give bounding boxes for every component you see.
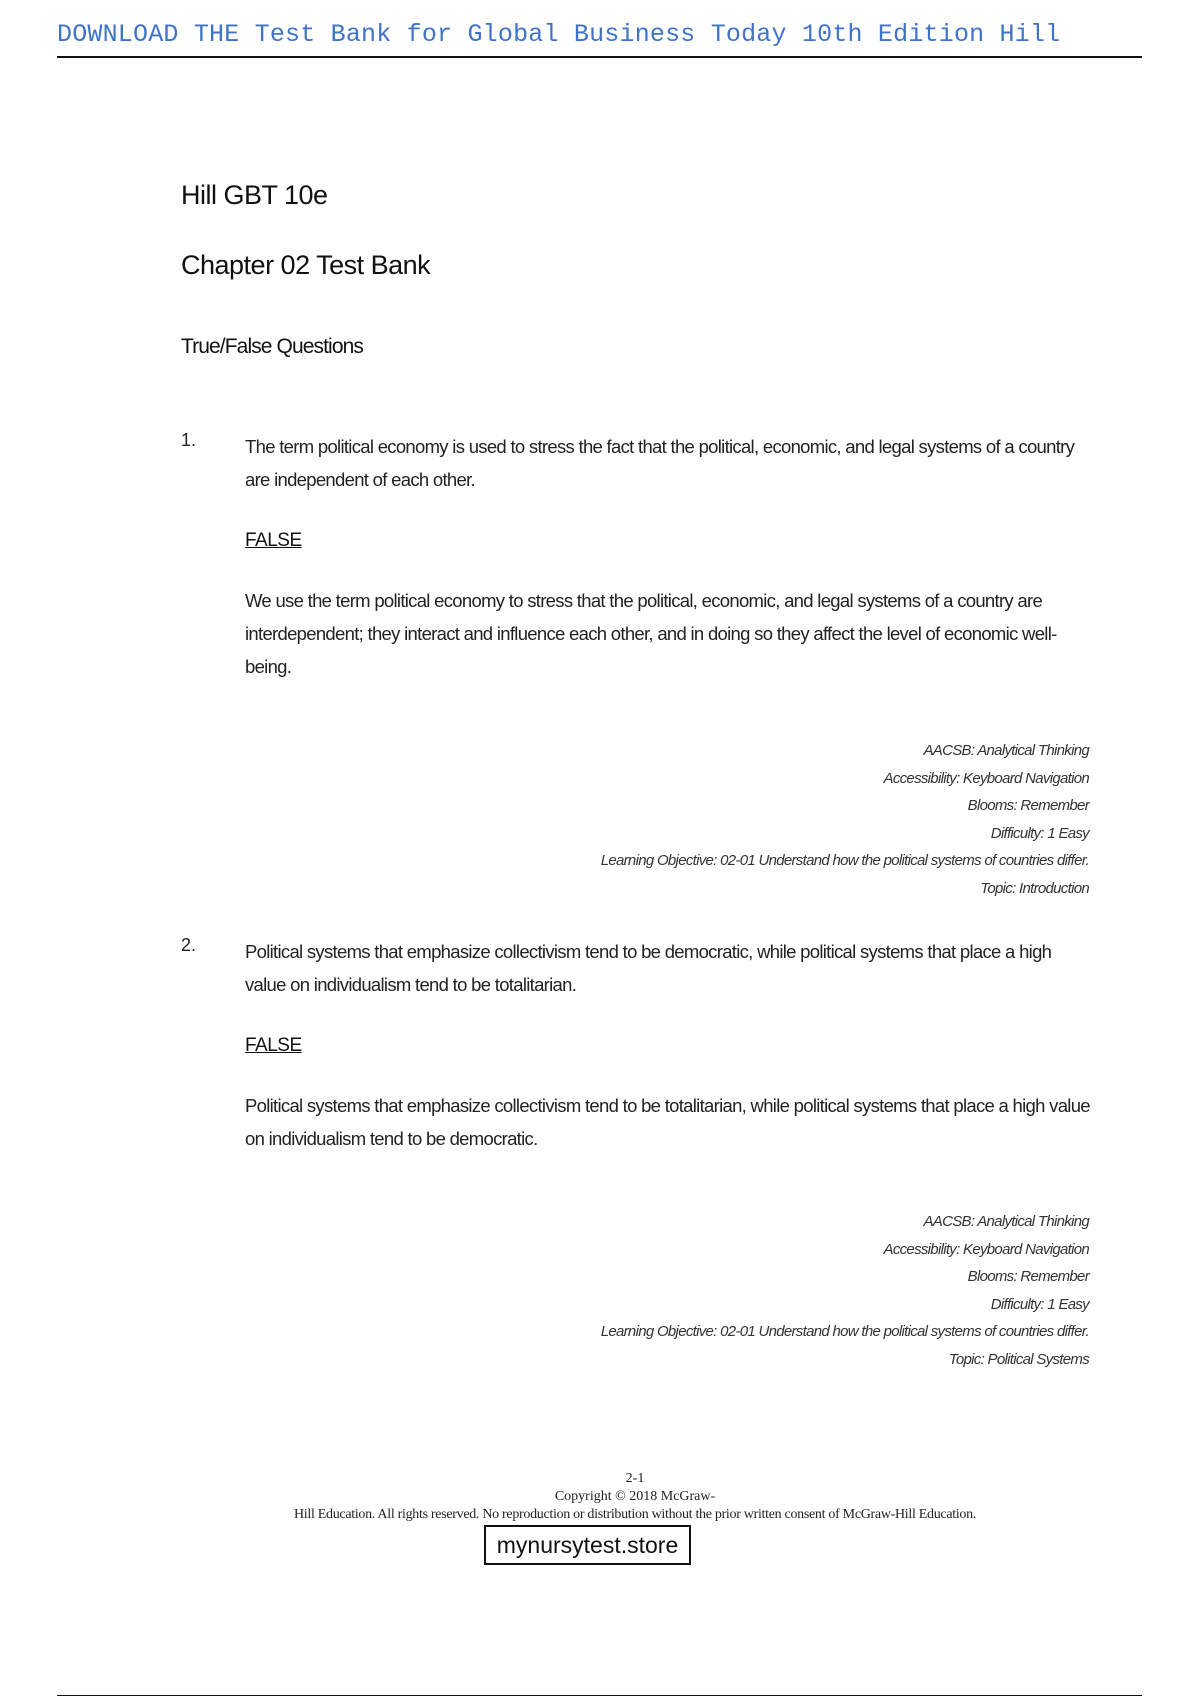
page-footer: [0, 1470, 1200, 1524]
question-explanation: Political systems that emphasize collectivism tend to be totalitarian, while political systems that place a high value on individualism tend to be democratic.: [245, 1095, 1090, 1149]
question-metadata: [389, 737, 1089, 902]
meta-aacsb: AACSB: Analytical Thinking: [923, 742, 1089, 759]
question-metadata: [389, 1208, 1089, 1373]
meta-blooms: Blooms: Remember: [967, 797, 1089, 814]
question-text: Political systems that emphasize collectivism tend to be democratic, while political systems that place a high value on individualism tend to be totalitarian.: [245, 941, 1052, 995]
document-title: Hill GBT 10e: [181, 180, 328, 210]
question-number: 2.: [181, 935, 197, 955]
question-answer: FALSE: [245, 1035, 302, 1056]
download-banner: [57, 20, 1142, 58]
meta-learning-objective: Learning Objective: 02-01 Understand how the political systems of countries differ.: [600, 852, 1089, 869]
copyright-line-2: Hill Education. All rights reserved. No reproduction or distribution without the prior written consent of McGraw-Hill Education.: [293, 1507, 977, 1522]
meta-topic: Topic: Political Systems: [948, 1350, 1089, 1368]
question-text: The term political economy is used to stress the fact that the political, economic, and legal systems of a country are independent of each other.: [245, 436, 1075, 490]
meta-accessibility: Accessibility: Keyboard Navigation: [883, 1240, 1089, 1258]
meta-blooms: Blooms: Remember: [967, 1268, 1089, 1285]
meta-learning-objective: Learning Objective: 02-01 Understand how the political systems of countries differ.: [600, 1323, 1089, 1340]
meta-accessibility: Accessibility: Keyboard Navigation: [883, 769, 1089, 787]
question-number: 1.: [181, 430, 197, 450]
bottom-divider: [57, 1695, 1142, 1696]
banner-text: DOWNLOAD THE Test Bank for Global Business Today 10th Edition Hill: [57, 20, 1061, 49]
meta-topic: Topic: Introduction: [980, 879, 1089, 897]
question-explanation: We use the term political economy to stress that the political, economic, and legal systems of a country are interdependent; they interact and influence each other, and in doing so they affect the level of economic well-being.: [245, 590, 1057, 677]
meta-difficulty: Difficulty: 1 Easy: [990, 1295, 1089, 1313]
chapter-title: Chapter 02 Test Bank: [181, 250, 431, 280]
store-watermark: mynursytest.store: [484, 1525, 691, 1565]
section-title: True/False Questions: [181, 335, 363, 358]
meta-aacsb: AACSB: Analytical Thinking: [923, 1213, 1089, 1230]
meta-difficulty: Difficulty: 1 Easy: [990, 824, 1089, 842]
copyright-line-1: Copyright © 2018 McGraw-: [554, 1489, 716, 1504]
question-answer: FALSE: [245, 530, 302, 551]
page-number: 2-1: [625, 1471, 645, 1486]
